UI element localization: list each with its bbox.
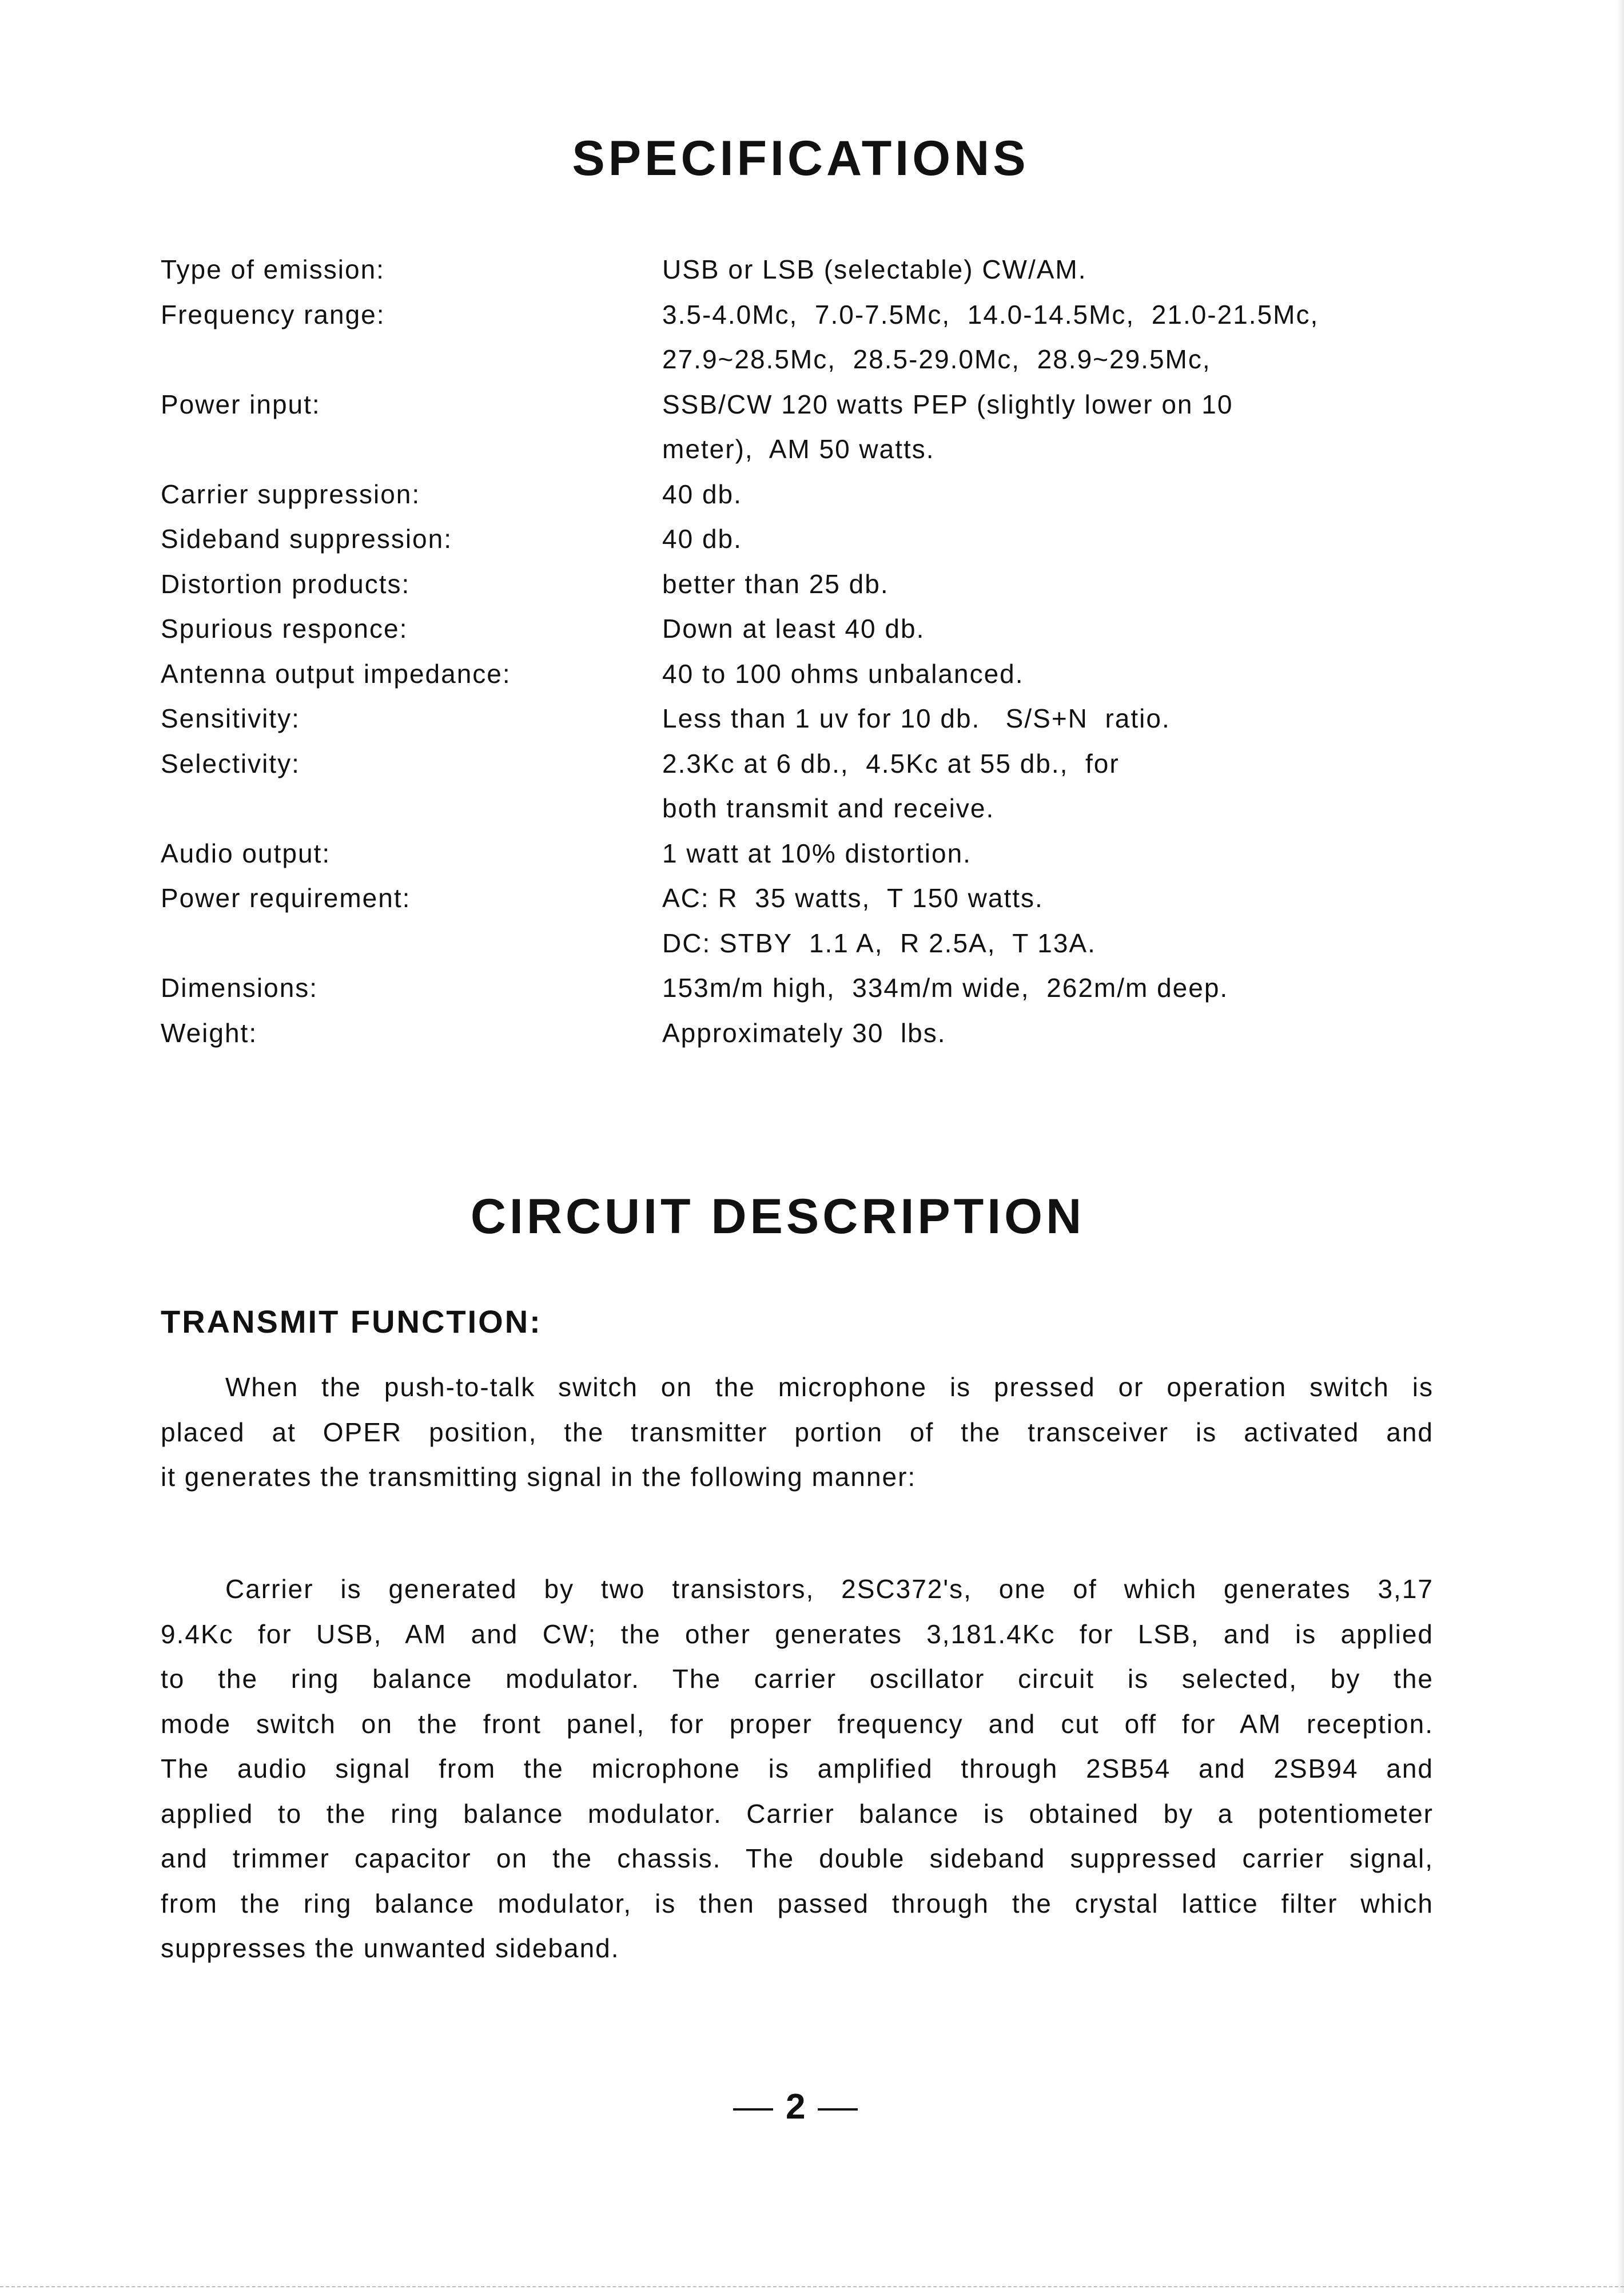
spec-row: [161, 741, 1476, 831]
spec-value: both transmit and receive.: [662, 793, 995, 823]
spec-value: 40 db.: [662, 524, 742, 554]
spec-label: Distortion products:: [161, 569, 411, 599]
spec-label: Carrier suppression:: [161, 479, 421, 509]
spec-value: meter), AM 50 watts.: [662, 434, 935, 464]
spec-value: 40 to 100 ohms unbalanced.: [662, 658, 1024, 689]
spec-row: [161, 292, 1476, 382]
specifications-table: [161, 247, 1476, 1055]
page-number: [721, 2087, 870, 2127]
spec-value: 1 watt at 10% distortion.: [662, 838, 972, 868]
transmit-function-heading: TRANSMIT FUNCTION:: [161, 1304, 542, 1340]
spec-values: [662, 606, 1476, 651]
paragraph-line: to the ring balance modulator. The carrier oscillator circuit is selected, by the: [161, 1664, 1434, 1694]
spec-label: Selectivity:: [161, 748, 300, 778]
spec-label: Sideband suppression:: [161, 524, 452, 554]
spec-value: Less than 1 uv for 10 db. S/S+N ratio.: [662, 704, 1171, 733]
transmit-paragraph-2: [161, 1567, 1434, 1971]
spec-label: Weight:: [161, 1018, 258, 1048]
spec-value: 40 db.: [662, 479, 742, 509]
spec-label: Power input:: [161, 389, 321, 419]
paragraph-line: suppresses the unwanted sideband.: [161, 1933, 620, 1963]
page-number-text: 2: [786, 2087, 806, 2127]
spec-values: [662, 562, 1476, 607]
spec-values: [662, 472, 1476, 517]
spec-values: [662, 247, 1476, 292]
spec-values: [662, 382, 1476, 472]
spec-label: Frequency range:: [161, 299, 385, 329]
spec-label: Audio output:: [161, 838, 331, 868]
spec-values: [662, 1011, 1476, 1056]
spec-row: [161, 516, 1476, 562]
spec-row: [161, 472, 1476, 517]
paragraph-line: When the push-to-talk switch on the microphone is pressed or operation switch is: [225, 1372, 1434, 1402]
paragraph-line: placed at OPER position, the transmitter portion of the transceiver is activated and: [161, 1417, 1434, 1447]
spec-value: USB or LSB (selectable) CW/AM.: [662, 255, 1087, 284]
spec-label: Spurious responce:: [161, 614, 408, 643]
paragraph-line: applied to the ring balance modulator. Carrier balance is obtained by a potentiometer: [161, 1798, 1434, 1829]
page-edge-shadow: [1617, 0, 1624, 2293]
spec-values: [662, 965, 1476, 1011]
paragraph-line: 9.4Kc for USB, AM and CW; the other generates 3,181.4Kc for LSB, and is applied: [161, 1619, 1434, 1649]
spec-label: Dimensions:: [161, 973, 319, 1003]
spec-row: [161, 876, 1476, 965]
spec-row: [161, 247, 1476, 292]
paragraph-line: and trimmer capacitor on the chassis. The double sideband suppressed carrier signal,: [161, 1843, 1434, 1873]
spec-label: Type of emission:: [161, 255, 385, 284]
spec-value: 27.9~28.5Mc, 28.5-29.0Mc, 28.9~29.5Mc,: [662, 344, 1211, 374]
spec-values: [662, 516, 1476, 562]
spec-values: [662, 292, 1476, 382]
paragraph-line: it generates the transmitting signal in the following manner:: [161, 1462, 917, 1492]
dash-right: [818, 2108, 858, 2111]
spec-value: 2.3Kc at 6 db., 4.5Kc at 55 db., for: [662, 748, 1120, 778]
spec-value: 153m/m high, 334m/m wide, 262m/m deep.: [662, 973, 1229, 1003]
spec-row: [161, 696, 1476, 741]
spec-row: [161, 1011, 1476, 1056]
spec-value: Approximately 30 lbs.: [662, 1018, 946, 1048]
dash-left: [733, 2108, 773, 2111]
spec-label: Antenna output impedance:: [161, 658, 511, 689]
spec-value: better than 25 db.: [662, 569, 889, 599]
spec-label: Sensitivity:: [161, 704, 300, 733]
paragraph-line: mode switch on the front panel, for proper frequency and cut off for AM reception.: [161, 1708, 1434, 1739]
spec-row: [161, 831, 1476, 876]
spec-row: [161, 606, 1476, 651]
spec-value: Down at least 40 db.: [662, 614, 925, 643]
spec-value: 3.5-4.0Mc, 7.0-7.5Mc, 14.0-14.5Mc, 21.0-21.5Mc,: [662, 299, 1319, 329]
paragraph-line: from the ring balance modulator, is then passed through the crystal lattice filter which: [161, 1888, 1434, 1918]
spec-values: [662, 831, 1476, 876]
spec-values: [662, 696, 1476, 741]
transmit-paragraph-1: [161, 1365, 1434, 1500]
paragraph-line: Carrier is generated by two transistors, 2SC372's, one of which generates 3,17: [225, 1574, 1434, 1604]
spec-value: AC: R 35 watts, T 150 watts.: [662, 883, 1044, 913]
spec-row: [161, 562, 1476, 607]
spec-label: Power requirement:: [161, 883, 411, 913]
spec-values: [662, 876, 1476, 965]
spec-values: [662, 651, 1476, 697]
spec-value: SSB/CW 120 watts PEP (slightly lower on 10: [662, 389, 1233, 419]
circuit-description-title: CIRCUIT DESCRIPTION: [470, 1189, 1085, 1244]
spec-values: [662, 741, 1476, 831]
page-bottom-edge: [0, 2286, 1624, 2293]
paragraph-line: The audio signal from the microphone is amplified through 2SB54 and 2SB94 and: [161, 1754, 1434, 1783]
spec-row: [161, 965, 1476, 1011]
spec-row: [161, 651, 1476, 697]
spec-row: [161, 382, 1476, 472]
spec-value: DC: STBY 1.1 A, R 2.5A, T 13A.: [662, 928, 1096, 958]
specifications-title: SPECIFICATIONS: [572, 131, 1029, 186]
